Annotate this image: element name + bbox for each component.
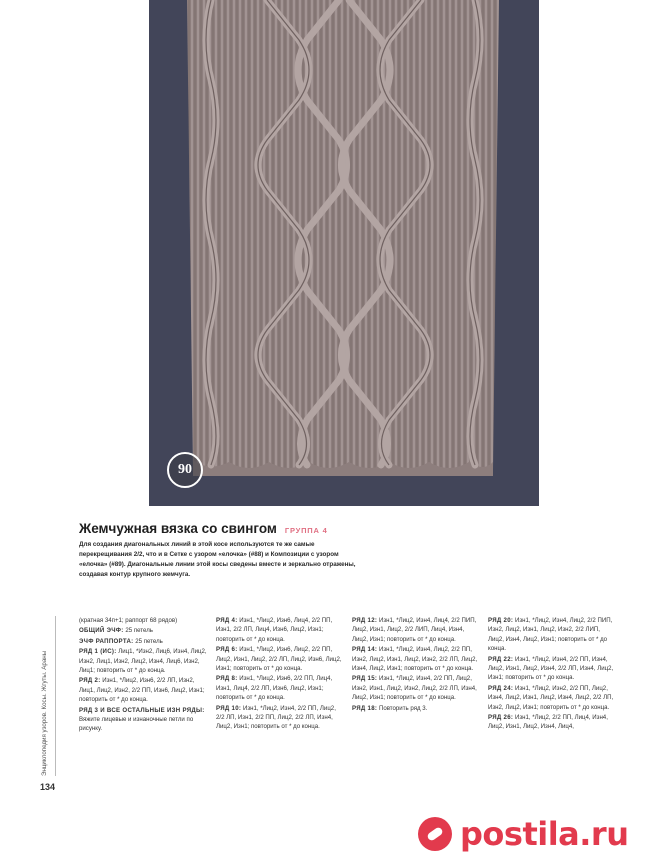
postila-logo-icon xyxy=(418,817,452,851)
group-label: ГРУППА 4 xyxy=(284,526,328,535)
instruction-paragraph: РЯД 4: Изн1, *Лиц2, Изн6, Лиц4, 2/2 ПП, Изн1, 2/2 ЛП, Лиц4, Изн6, Лиц2, Изн1; повторить от * до конца. xyxy=(216,617,333,643)
instruction-paragraph: РЯД 20: Изн1, *Лиц2, Изн4, Лиц2, 2/2 ПИП, Изн2, Лиц2, Изн1, Лиц2, Изн2, 2/2 ЛИП, Лиц2, Изн4, Лиц2, Изн1; повторить от * до конца. xyxy=(488,617,613,653)
watermark xyxy=(418,815,628,853)
instruction-paragraph: РЯД 12: Изн1, *Лиц2, Изн4, Лиц4, 2/2 ПИП, Лиц2, Изн1, Лиц2, 2/2 ЛИП, Лиц4, Изн4, Лиц2, Изн1; повторить от * до конца. xyxy=(352,617,477,643)
instruction-paragraph: ОБЩИЙ ЭЧФ: 25 петель xyxy=(79,627,153,635)
knitting-sample-photo xyxy=(149,0,539,506)
book-title-vertical: Энциклопедия узоров. Косы. Жгуты. Араны xyxy=(41,616,56,776)
knitted-fabric-image xyxy=(149,0,539,506)
instruction-paragraph: РЯД 8: Изн1, *Лиц2, Изн6, 2/2 ПП, Лиц4, Изн1, Лиц4, 2/2 ЛП, Изн6, Лиц2, Изн1; повторить от * до конца. xyxy=(216,675,333,702)
instruction-paragraph: ЭЧФ РАППОРТА: 25 петель xyxy=(79,637,163,645)
instruction-paragraph: РЯД 26: Изн1, *Лиц2, 2/2 ПП, Лиц4, Изн4, Лиц2, Изн1, Лиц2, Изн4, Лиц4, xyxy=(488,714,608,731)
watermark-text: postila.ru xyxy=(460,815,629,853)
instructions-column-4 xyxy=(488,616,616,733)
pattern-intro: Для создания диагональных линий в этой косе используются те же самые перекрещивания 2/2, что и в Сетке с узором «елочка» (#88) и Композиции с узором «елочка» (#89). Диагональные линии этой косы сведены вместе и зеркально отражены, создавая контур крупного жемчуга. xyxy=(79,541,356,578)
instruction-paragraph: РЯД 15: Изн1, *Лиц2, Изн4, 2/2 ПП, Лиц2, Изн2, Изн1, Лиц2, Изн2, Лиц2, 2/2 ЛП, Изн4, Лиц2, Изн1; повторить от * до конца. xyxy=(352,675,477,702)
instruction-paragraph: РЯД 18: Повторить ряд 3. xyxy=(352,704,428,712)
pattern-number-badge: 90 xyxy=(167,452,203,488)
instruction-paragraph: (кратная 34п+1; раппорт 68 рядов) xyxy=(79,617,178,624)
instructions-column-1 xyxy=(79,616,207,735)
page-number: 134 xyxy=(40,782,56,792)
instructions-column-2 xyxy=(216,616,344,733)
instructions-column-3 xyxy=(352,616,480,714)
instruction-paragraph: РЯД 14: Изн1, *Лиц2, Изн4, Лиц2, 2/2 ПП, Изн2, Лиц2, Изн1, Лиц2, Изн2, 2/2 ЛП, Лиц2, Изн4, Лиц2, Изн1; повторить от * до конца. xyxy=(352,646,478,673)
pattern-title: Жемчужная вязка со свингом xyxy=(79,521,277,536)
instruction-paragraph: РЯД 3 И ВСЕ ОСТАЛЬНЫЕ ИЗН РЯДЫ: Вяжите лицевые и изнаночные петли по рисунку. xyxy=(79,706,205,733)
pattern-header xyxy=(79,521,328,536)
instruction-paragraph: РЯД 2: Изн1, *Лиц2, Изн6, 2/2 ЛП, Изн2, Лиц1, Лиц2, Изн2, 2/2 ПП, Изн6, Лиц2, Изн1; повторить от * до конца. xyxy=(79,677,205,704)
instruction-paragraph: РЯД 6: Изн1, *Лиц2, Изн6, Лиц2, 2/2 ПП, Лиц2, Изн1, Лиц2, 2/2 ЛП, Лиц2, Изн6, Лиц2, Изн1; повторить от * до конца. xyxy=(216,646,342,673)
instruction-paragraph: РЯД 22: Изн1, *Лиц2, Изн4, 2/2 ПП, Изн4, Лиц2, Изн1, Лиц2, Изн4, 2/2 ЛП, Изн4, Лиц2, Изн1; повторить от * до конца. xyxy=(488,655,614,682)
instruction-paragraph: РЯД 1 (ИС): Лиц1, *Изн2, Лиц6, Изн4, Лиц2, Изн2, Лиц1, Изн2, Лиц2, Изн4, Лиц6, Изн2, Лиц1; повторить от * до конца. xyxy=(79,648,207,675)
instruction-paragraph: РЯД 24: Изн1, *Лиц2, Изн2, 2/2 ПП, Лиц2, Изн4, Лиц2, Изн1, Лиц2, Изн4, Лиц2, 2/2 ЛП, Изн2, Лиц2, Изн1; повторить от * до конца. xyxy=(488,684,614,711)
instruction-paragraph: РЯД 10: Изн1, *Лиц2, Изн4, 2/2 ПП, Лиц2, 2/2 ЛП, Изн1, 2/2 ПП, Лиц2, 2/2 ЛП, Изн4, Лиц2, Изн1; повторить от * до конца. xyxy=(216,704,336,731)
